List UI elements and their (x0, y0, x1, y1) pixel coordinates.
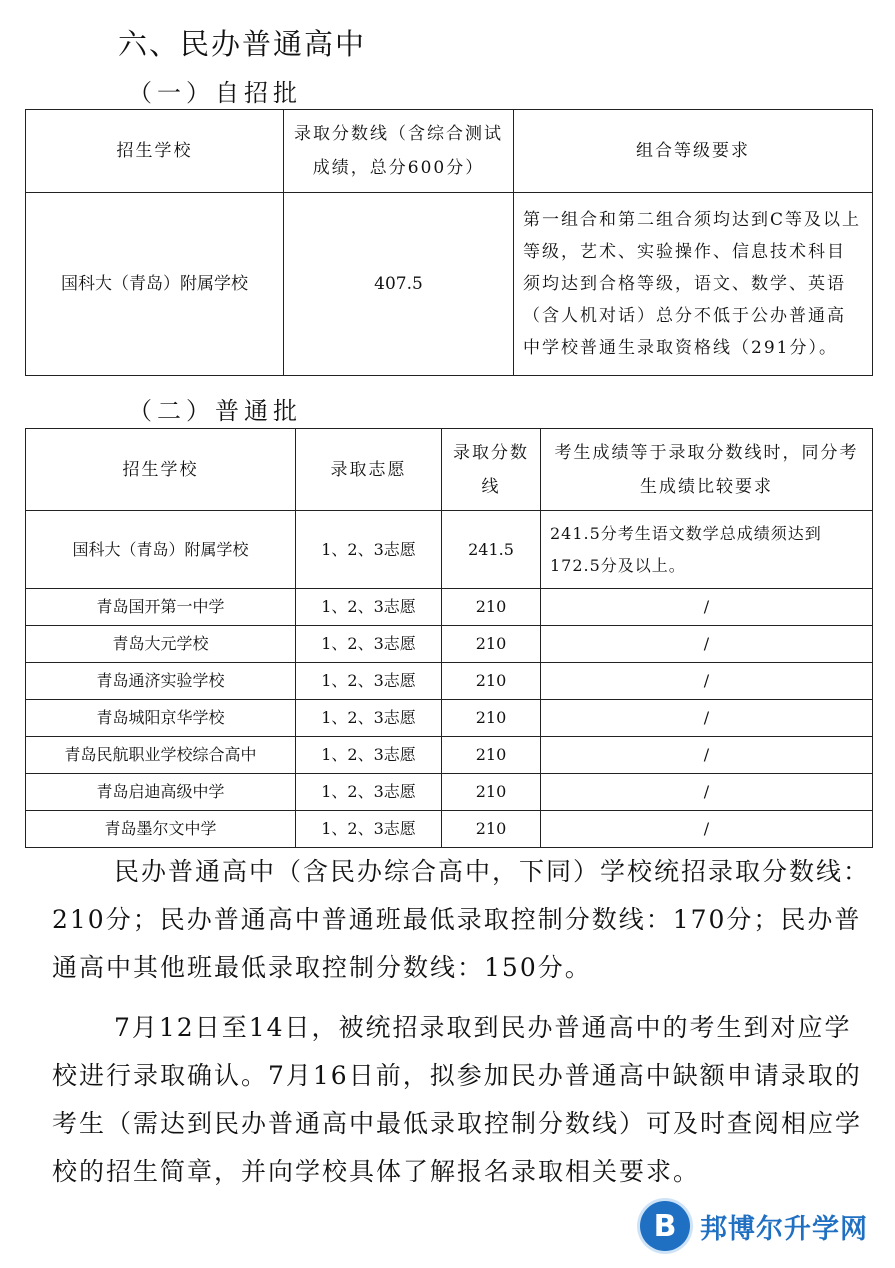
cell-school: 青岛通济实验学校 (26, 663, 296, 700)
cell-requirement: 第一组合和第二组合须均达到C等及以上等级，艺术、实验操作、信息技术科目须均达到合格等级，语文、数学、英语（含人机对话）总分不低于公办普通高中学校普通生录取资格线（291分）。 (514, 193, 873, 376)
logo-text: 邦博尔升学网 (700, 1213, 868, 1245)
paragraph-confirmation: 7月12日至14日，被统招录取到民办普通高中的考生到对应学校进行录取确认。7月16日前，拟参加民办普通高中缺额申请录取的考生（需达到民办普通高中最低录取控制分数线）可及时查阅相应学校的招生简章，并向学校具体了解报名录取相关要求。 (52, 1013, 863, 1186)
cell-score: 210 (442, 774, 541, 811)
cell-wish: 1、2、3志愿 (296, 700, 442, 737)
cell-compare: / (541, 589, 873, 626)
cell-score: 407.5 (284, 193, 514, 376)
table-row (26, 700, 873, 737)
cell-wish: 1、2、3志愿 (296, 511, 442, 589)
header-score: 录取分数线 (442, 429, 541, 511)
header-school: 招生学校 (26, 110, 284, 193)
cell-score: 210 (442, 811, 541, 848)
cell-school: 青岛墨尔文中学 (26, 811, 296, 848)
cell-school: 国科大（青岛）附属学校 (26, 511, 296, 589)
batch1-title: （一）自招批 (128, 79, 302, 107)
cell-score: 210 (442, 737, 541, 774)
header-school: 招生学校 (26, 429, 296, 511)
table-row (26, 193, 873, 376)
table-row (26, 774, 873, 811)
table-row (26, 811, 873, 848)
cell-school: 国科大（青岛）附属学校 (26, 193, 284, 376)
cell-compare: / (541, 811, 873, 848)
table-row (26, 626, 873, 663)
table-row (26, 663, 873, 700)
header-compare: 考生成绩等于录取分数线时，同分考生成绩比较要求 (541, 429, 873, 511)
cell-wish: 1、2、3志愿 (296, 811, 442, 848)
cell-school: 青岛民航职业学校综合高中 (26, 737, 296, 774)
batch1-table (25, 109, 873, 376)
watermark-logo (640, 1196, 880, 1256)
cell-school: 青岛大元学校 (26, 626, 296, 663)
cell-school: 青岛国开第一中学 (26, 589, 296, 626)
cell-score: 210 (442, 589, 541, 626)
cell-score: 210 (442, 663, 541, 700)
cell-compare: / (541, 700, 873, 737)
cell-compare: / (541, 774, 873, 811)
table-header-row (26, 429, 873, 511)
cell-wish: 1、2、3志愿 (296, 663, 442, 700)
cell-compare: / (541, 626, 873, 663)
cell-wish: 1、2、3志愿 (296, 737, 442, 774)
table-header-row (26, 110, 873, 193)
cell-compare: / (541, 663, 873, 700)
cell-score: 210 (442, 700, 541, 737)
cell-school: 青岛城阳京华学校 (26, 700, 296, 737)
table-row (26, 737, 873, 774)
batch2-title: （二）普通批 (128, 397, 302, 425)
cell-score: 241.5 (442, 511, 541, 589)
cell-school: 青岛启迪高级中学 (26, 774, 296, 811)
cell-score: 210 (442, 626, 541, 663)
cell-wish: 1、2、3志愿 (296, 774, 442, 811)
paragraph-score-lines: 民办普通高中（含民办综合高中，下同）学校统招录取分数线：210分；民办普通高中普通班最低录取控制分数线：170分；民办普通高中其他班最低录取控制分数线：150分。 (52, 857, 871, 982)
batch2-table (25, 428, 873, 848)
table-row (26, 511, 873, 589)
table-row (26, 589, 873, 626)
logo-b-icon: B (640, 1201, 690, 1251)
cell-compare: / (541, 737, 873, 774)
section-title: 六、民办普通高中 (118, 27, 367, 61)
cell-compare: 241.5分考生语文数学总成绩须达到172.5分及以上。 (541, 511, 873, 589)
header-wish: 录取志愿 (296, 429, 442, 511)
cell-wish: 1、2、3志愿 (296, 589, 442, 626)
header-score: 录取分数线（含综合测试成绩，总分600分） (284, 110, 514, 193)
header-requirement: 组合等级要求 (514, 110, 873, 193)
cell-wish: 1、2、3志愿 (296, 626, 442, 663)
